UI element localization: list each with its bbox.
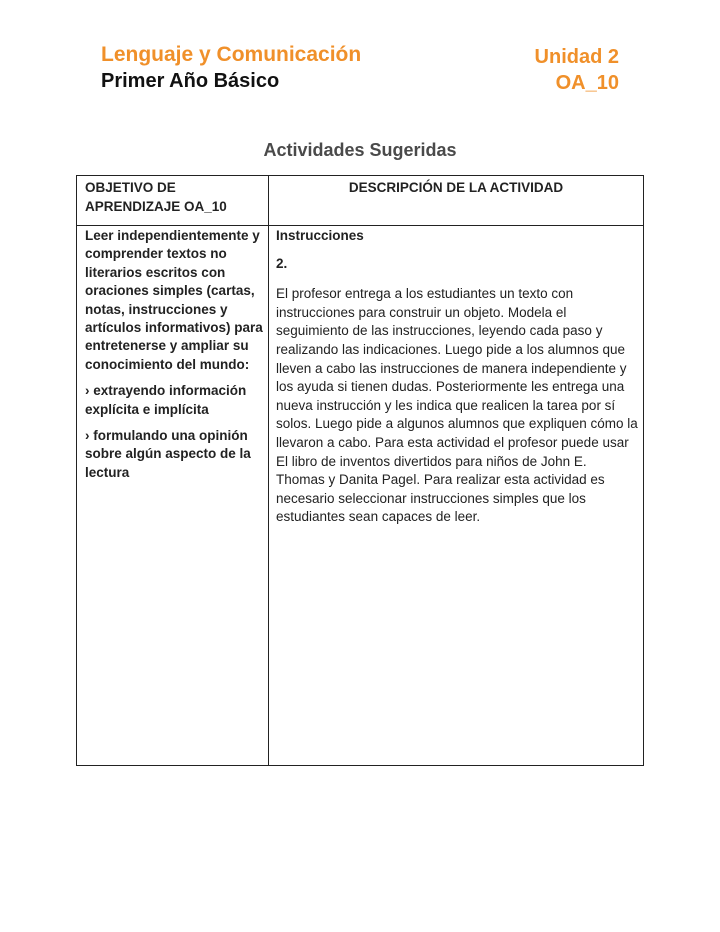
table-column-divider [268, 176, 269, 765]
unit-label: Unidad 2 [534, 46, 619, 68]
objective-cell [85, 227, 265, 490]
description-cell [276, 227, 638, 527]
activity-description: El profesor entrega a los estudiantes un texto con instrucciones para construir un objeto. Modela el seguimiento de las instrucciones, leyendo cada paso y realizando las indicaciones. Luego pide a los alumnos que lleven a cabo las instrucciones de manera independiente y los ayuda si tienen dudas. Posteriormente les entrega una nueva instrucción y les indica que realicen la tarea por sí solos. Luego pide a algunos alumnos que expliquen cómo la llevaron a cabo. Para esta actividad el profesor puede usar El libro de inventos divertidos para niños de John E. Thomas y Danita Pagel. Para realizar esta actividad es necesario seleccionar instrucciones simples que los estudiantes sean capaces de leer. [276, 286, 638, 525]
objective-bullet: › extrayendo información explícita e implícita [85, 383, 247, 417]
objective-column-header: OBJETIVO DE APRENDIZAJE OA_10 [85, 180, 227, 214]
document-header-right [535, 44, 619, 96]
oa-code-label: OA_10 [555, 72, 619, 94]
objective-text: Leer independientemente y comprender textos no literarios escritos con oraciones simples (cartas, notas, instrucciones y artículos informativos) para entretenerse y ampliar su conocimiento del mundo: [85, 228, 263, 372]
activity-number: 2. [276, 255, 288, 271]
table-header-divider [77, 225, 643, 226]
grade-title: Primer Año Básico [101, 70, 280, 92]
activity-table [76, 175, 644, 766]
section-title: Actividades Sugeridas [263, 140, 457, 160]
subject-title: Lenguaje y Comunicación [101, 43, 362, 66]
document-header-left [101, 42, 361, 94]
objective-bullet: › formulando una opinión sobre algún aspecto de la lectura [85, 428, 251, 480]
description-column-header: DESCRIPCIÓN DE LA ACTIVIDAD [348, 180, 564, 195]
activity-title: Instrucciones [276, 228, 364, 243]
